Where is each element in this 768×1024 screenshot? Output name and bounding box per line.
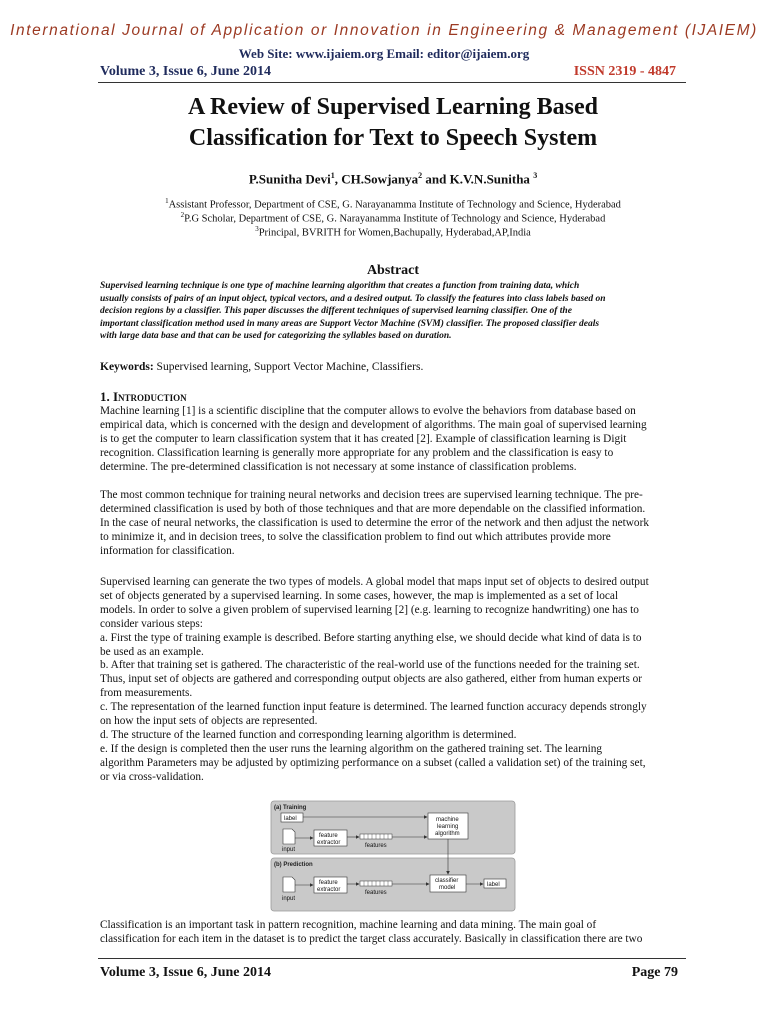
- footer-volume: Volume 3, Issue 6, June 2014: [100, 965, 272, 980]
- author-sep-1: ,: [334, 171, 342, 187]
- affiliation-1-text: Assistant Professor, Department of CSE, G. Narayanamma Institute of Technology and Science, Hyderabad: [168, 199, 621, 211]
- abstract-line: important classification method used in many areas are Support Vector Machine (SVM) classifier. The proposed classifier deals: [100, 318, 600, 329]
- text-line: classification for each item in the dataset is to predict the target class accurately. Basically in classification there are two: [100, 932, 643, 945]
- author-2-sup: 2: [418, 171, 423, 180]
- abstract-line: Supervised learning technique is one type of machine learning algorithm that creates a function from training data, which: [100, 281, 580, 291]
- journal-name: International Journal of Application or Innovation in Engineering & Management (IJAIEM): [10, 22, 758, 39]
- keywords: [100, 361, 686, 373]
- mla-text-2: learning: [437, 824, 459, 830]
- classifier-text-2: model: [439, 885, 456, 891]
- text-line: from measurements.: [100, 687, 193, 700]
- text-line: c. The representation of the learned function input feature is determined. The learned function accuracy depends strongly: [100, 701, 647, 714]
- abstract-heading: Abstract: [366, 263, 420, 278]
- affiliation-1-sup: 1: [165, 197, 169, 205]
- journal-website: Web Site: www.ijaiem.org Email: editor@ijaiem.org: [238, 46, 530, 61]
- text-line: In the case of neural networks, the classification is used to determine the error of the network and then adjust the network: [100, 516, 649, 529]
- text-line: determined classification is used by both of those techniques and that are more dependable on the classified information.: [100, 502, 646, 515]
- abstract-body: [100, 280, 686, 343]
- text-line: e. If the design is completed then the user runs the learning algorithm on the gathered training set. The learning: [100, 742, 603, 755]
- keywords-text: Supervised learning, Support Vector Machine, Classifiers.: [153, 361, 424, 373]
- input-label: input: [282, 847, 296, 853]
- footer-rule: [98, 958, 686, 959]
- text-line: empirical data, which is concerned with the design and development of algorithms. The main goal of supervised learning: [100, 418, 647, 431]
- text-line: Machine learning [1] is a scientific discipline that the computer allows to evolve the behaviors from database based on: [100, 405, 636, 417]
- input-label-2: input: [282, 896, 296, 902]
- text-line: Thus, input set of objects are gathered and corresponding output objects are also gathered, either from human experts or: [100, 673, 643, 686]
- author-2: CH.Sowjanya: [341, 171, 419, 187]
- text-line: algorithm Parameters may be adjusted by optimizing performance on a subset (called a validation set) of the training set,: [100, 756, 646, 769]
- text-line: d. The structure of the learned function and corresponding learning algorithm is determined.: [100, 728, 517, 741]
- author-sep-2: and: [422, 171, 450, 187]
- title-line-2: Classification for Text to Speech System: [188, 125, 598, 151]
- text-line: on how the input sets of objects are represented.: [100, 715, 318, 728]
- affiliation-3-text: Principal, BVRITH for Women,Bachupally, Hyderabad,AP,India: [258, 227, 531, 239]
- text-line: b. After that training set is gathered. The characteristic of the real-world use of the functions needed for the training set.: [100, 659, 640, 672]
- feature-extractor-2-text-2: extractor: [317, 887, 341, 893]
- text-line: set of objects generated by a supervised learning. In some cases, however, the map is implemented as a set of local: [100, 589, 619, 602]
- text-line: determine. The pre-determined classification is not necessary at some instance of classification problems.: [100, 460, 577, 473]
- feature-extractor-text-2: extractor: [317, 840, 341, 846]
- doc-icon: [283, 829, 295, 844]
- affiliation-2-text: P.G Scholar, Department of CSE, G. Narayanamma Institute of Technology and Science, Hyderabad: [184, 213, 606, 225]
- prediction-label: (b) Prediction: [274, 862, 313, 868]
- text-line: be used as an example.: [100, 645, 204, 658]
- abstract-line: decision regions by a classifier. This paper discusses the different techniques of supervised learning classifier. One of the: [100, 306, 572, 317]
- keywords-label: Keywords:: [100, 361, 154, 373]
- text-line: to minimize it, and in decision trees, to solve the classification problem to find out which attributes provide more: [100, 530, 611, 543]
- paragraph-3: [100, 576, 686, 785]
- feature-extractor-2-text-1: feature: [319, 880, 338, 886]
- text-line: is to get the computer to learn classification system that it has created [2]. Example of classification learning is Digit: [100, 432, 627, 445]
- text-line: information for classification.: [100, 544, 235, 557]
- section-heading-introduction: 1. Introduction: [100, 389, 187, 404]
- text-line: recognition. Classification learning is generally more appropriate for any problem and the classification is easy to: [100, 446, 614, 459]
- paragraph-2: [100, 489, 686, 559]
- author-3-sup: 3: [533, 171, 538, 180]
- abstract-line: with large data base and that can be used for categorizing the syllables based on duration.: [100, 331, 452, 342]
- author-1: P.Sunitha Devi: [248, 171, 331, 187]
- label-box-text: label: [284, 816, 297, 822]
- paragraph-1: [100, 405, 686, 475]
- text-line: consider various steps:: [100, 617, 203, 630]
- header-issn: ISSN 2319 - 4847: [573, 64, 676, 79]
- features-label: features: [365, 843, 387, 849]
- training-label: (a) Training: [274, 805, 307, 811]
- training-panel: [271, 801, 515, 854]
- text-line: a. First the type of training example is described. Before starting anything else, we should decide what kind of data is to: [100, 631, 642, 644]
- paper-title: [100, 92, 686, 154]
- classifier-text-1: classifier: [435, 878, 459, 884]
- header-rule: [98, 82, 686, 83]
- supervised-learning-figure: [270, 800, 516, 912]
- abstract-line: usually consists of pairs of an input object, typical vectors, and a desired output. To classify the features into class labels based on: [100, 293, 606, 304]
- doc-icon-2: [283, 877, 295, 892]
- affiliation-2-sup: 2: [180, 211, 185, 219]
- mla-text-3: algorithm: [435, 831, 460, 837]
- mla-text-1: machine: [436, 817, 459, 823]
- header-volume: Volume 3, Issue 6, June 2014: [100, 64, 272, 79]
- text-line: or via cross-validation.: [100, 770, 204, 783]
- affiliation-1: [100, 197, 686, 211]
- text-line: Classification is an important task in pattern recognition, machine learning and data mining. The main goal of: [100, 919, 597, 931]
- author-1-sup: 1: [330, 171, 335, 180]
- feature-extractor-text-1: feature: [319, 833, 338, 839]
- text-line: The most common technique for training neural networks and decision trees are supervised learning technique. The pre-: [100, 489, 643, 501]
- text-line: Supervised learning can generate the two types of models. A global model that maps input set of objects to desired output: [100, 576, 649, 588]
- features-label-2: features: [365, 890, 387, 896]
- author-3: K.V.N.Sunitha: [449, 171, 534, 187]
- paragraph-4: [100, 919, 686, 947]
- output-label-text: label: [487, 882, 500, 888]
- affiliation-3-sup: 3: [255, 225, 259, 233]
- author-list: [100, 171, 686, 187]
- title-line-1: A Review of Supervised Learning Based: [187, 94, 598, 120]
- text-line: models. In order to solve a given problem of supervised learning [2] (e.g. learning to recognize handwriting) one has to: [100, 603, 639, 616]
- affiliation-2: [100, 211, 686, 225]
- affiliation-3: [100, 225, 686, 239]
- footer-page-number: Page 79: [631, 965, 678, 980]
